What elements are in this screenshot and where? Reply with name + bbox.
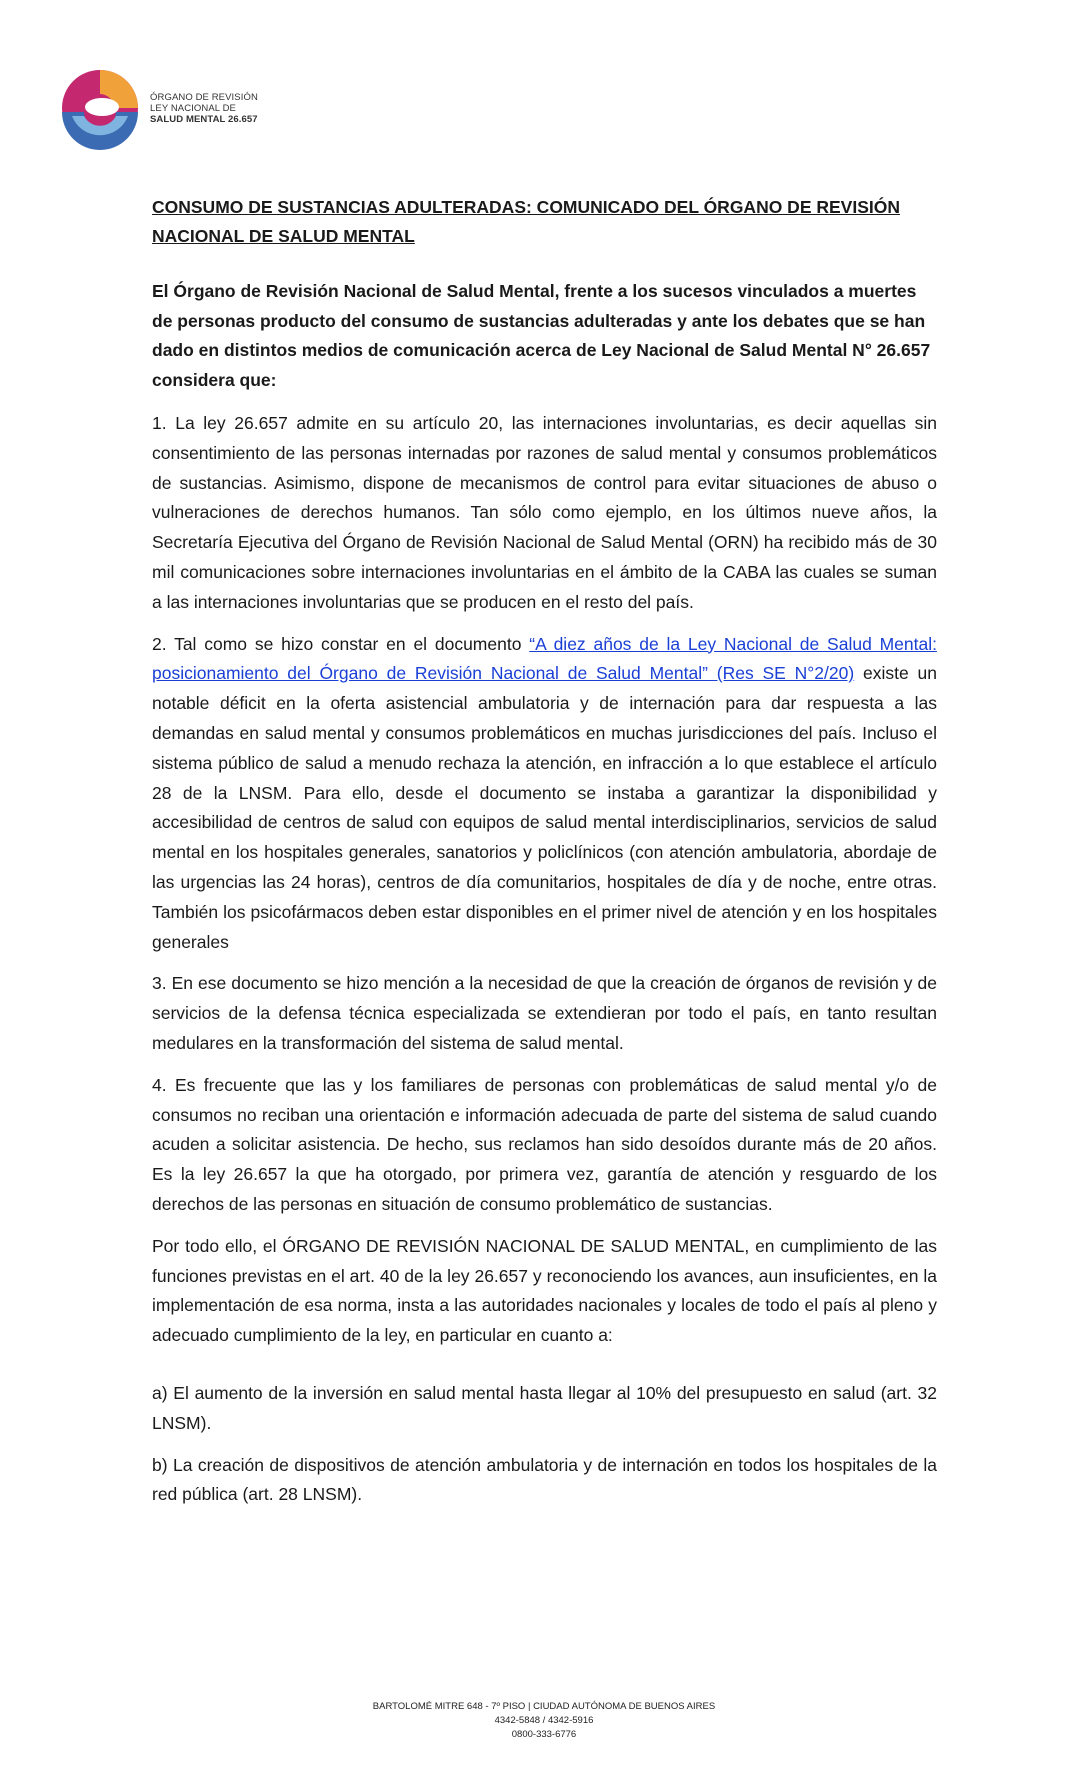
logo-line-3: SALUD MENTAL 26.657 <box>150 113 258 125</box>
paragraph-3: 3. En ese documento se hizo mención a la necesidad de que la creación de órganos de revisión y de servicios de la defensa técnica especializada se extendieran por todo el país, en tanto resultan medulares en la transformación del sistema de salud mental. <box>152 973 937 1053</box>
item-a: a) El aumento de la inversión en salud mental hasta llegar al 10% del presupuesto en salud (art. 32 LNSM). <box>152 1382 937 1433</box>
paragraph-1: 1. La ley 26.657 admite en su artículo 20, las internaciones involuntarias, es decir aquellas sin consentimiento de las personas internadas por razones de salud mental y consumos problemáticos de sustancias. Asimismo, dispone de mecanismos de control para evitar situaciones de abuso o vulneraciones de derechos humanos. Tan sólo como ejemplo, en los últimos nueve años, la Secretaría Ejecutiva del Órgano de Revisión Nacional de Salud Mental (ORN) ha recibido más de 30 mil comunicaciones sobre internaciones involuntarias en el ámbito de la CABA las cuales se suman a las internaciones involuntarias que se producen en el resto del país. <box>152 413 937 612</box>
paragraph-2-body: existe un notable déficit en la oferta asistencial ambulatoria y de internación para dar respuesta a las demandas en salud mental y consumos problemáticos en muchas jurisdicciones del país. Incluso el sistema público de salud a menudo rechaza la atención, en infracción a lo que establece el artículo 28 de la LNSM. Para ello, desde el documento se instaba a garantizar la disponibilidad y accesibilidad de centros de salud con equipos de salud mental interdisciplinarios, servicios de salud mental en los hospitales generales, sanatorios y policlínicos (con atención ambulatoria, abordaje de las urgencias las 24 horas), centros de día comunitarios, hospitales de día y de noche, entre otras. También los psicofármacos deben estar disponibles en el primer nivel de atención y en los hospitales generales <box>152 663 937 952</box>
document-title: CONSUMO DE SUSTANCIAS ADULTERADAS: COMUNICADO DEL ÓRGANO DE REVISIÓN NACIONAL DE SALUD MENTAL <box>152 197 900 246</box>
document-intro: El Órgano de Revisión Nacional de Salud Mental, frente a los sucesos vinculados a muertes de personas producto del consumo de sustancias adulteradas y ante los debates que se han dado en distintos medios de comunicación acerca de Ley Nacional de Salud Mental N° 26.657 considera que: <box>152 281 931 390</box>
logo-line-2: LEY NACIONAL DE <box>150 102 236 114</box>
paragraph-2 <box>152 630 937 958</box>
document-reference-link[interactable]: “A diez años de la Ley Nacional de Salud Mental: posicionamiento del Órgano de Revisión Nacional de Salud Mental” (Res SE N°2/20) <box>152 633 937 684</box>
footer-hotline: 0800-333-6776 <box>511 1729 577 1740</box>
paragraph-2-lead: 2. Tal como se hizo constar en el documento <box>152 633 530 654</box>
org-logo <box>58 66 258 150</box>
spacer <box>152 1363 937 1379</box>
item-b: b) La creación de dispositivos de atención ambulatoria y de internación en todos los hospitales de la red pública (art. 28 LNSM). <box>152 1454 937 1505</box>
document-body <box>152 193 937 1522</box>
org-logo-icon <box>58 66 142 150</box>
footer-address: BARTOLOMÉ MITRE 648 - 7º PISO | CIUDAD AUTÓNOMA DE BUENOS AIRES <box>372 1701 716 1712</box>
page-footer <box>0 1700 1088 1742</box>
footer-phones: 4342-5848 / 4342-5916 <box>494 1715 594 1726</box>
paragraph-4: 4. Es frecuente que las y los familiares de personas con problemáticas de salud mental y/o de consumos no reciban una orientación e información adecuada de parte del sistema de salud cuando acuden a solicitar asistencia. De hecho, sus reclamos han sido desoídos durante más de 20 años. Es la ley 26.657 la que ha otorgado, por primera vez, garantía de atención y resguardo de los derechos de las personas en situación de consumo problemático de sustancias. <box>152 1074 937 1214</box>
paragraph-conclusion: Por todo ello, el ÓRGANO DE REVISIÓN NACIONAL DE SALUD MENTAL, en cumplimiento de las funciones previstas en el art. 40 de la ley 26.657 y reconociendo los avances, aun insuficientes, en la implementación de esa norma, insta a las autoridades nacionales y locales de todo el país al pleno y adecuado cumplimiento de la ley, en particular en cuanto a: <box>152 1235 937 1346</box>
logo-line-1: ÓRGANO DE REVISIÓN <box>150 91 258 103</box>
